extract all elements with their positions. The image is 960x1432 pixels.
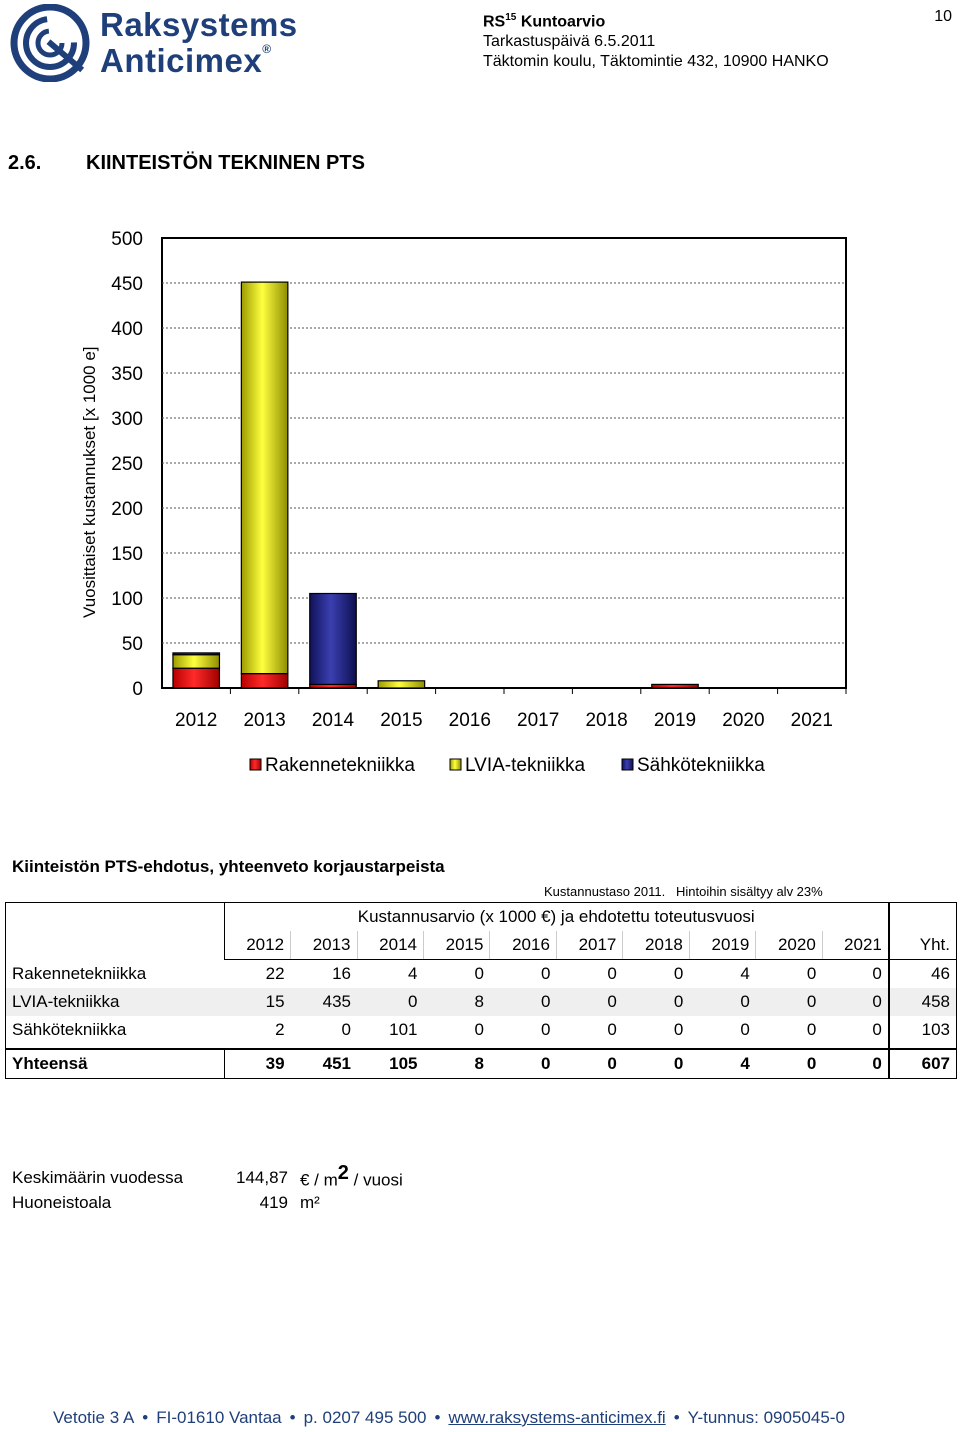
year-header-cell: 2012	[224, 931, 290, 960]
value-cell: 0	[341, 1020, 352, 1039]
legend-label: LVIA-tekniikka	[465, 755, 586, 776]
year-header-cell: 2014	[357, 931, 423, 960]
grand-total-cell: 607	[889, 1049, 957, 1079]
year-header-cell: 2013	[291, 931, 357, 960]
legend-label: Sähkötekniikka	[637, 755, 765, 776]
x-tick-label: 2015	[380, 710, 423, 731]
value-cell: 0	[556, 988, 622, 1016]
value-cell: 0	[822, 988, 889, 1016]
footer-separator: •	[289, 1408, 296, 1427]
pts-bar-chart	[0, 216, 960, 796]
x-tick-label: 2020	[722, 710, 765, 731]
totals-value-cell: 105	[357, 1049, 423, 1079]
table-row	[6, 988, 957, 1016]
value-cell: 101	[389, 1020, 418, 1039]
totals-value-cell: 0	[556, 1049, 622, 1079]
legend-swatch	[450, 759, 461, 770]
value-cell: 15	[224, 988, 290, 1016]
totals-value-cell: 4	[689, 1049, 755, 1079]
legend-swatch	[250, 759, 261, 770]
value-cell: 0	[822, 960, 889, 989]
y-axis-label: Vuosittaiset kustannukset [x 1000 e]	[80, 346, 99, 618]
footer-separator: •	[142, 1408, 149, 1427]
x-tick-label: 2019	[653, 710, 697, 731]
footer-separator: •	[434, 1408, 441, 1427]
totals-label-cell: Yhteensä	[6, 1049, 225, 1079]
value-cell: 0	[623, 988, 689, 1016]
company-logo	[8, 4, 298, 82]
floor-area-unit: m²	[300, 1193, 320, 1212]
value-cell: 435	[291, 988, 357, 1016]
y-tick-label: 100	[111, 589, 143, 610]
y-axis-ticks	[111, 229, 143, 700]
footer-website-link[interactable]: www.raksystems-anticimex.fi	[448, 1408, 666, 1427]
value-cell: 0	[474, 1020, 484, 1039]
bar-lvia-tekniikka-2012	[173, 655, 220, 669]
totals-value-cell: 0	[490, 1049, 556, 1079]
value-cell: 0	[806, 1020, 817, 1039]
row-total-cell: 46	[889, 960, 957, 989]
y-tick-label: 350	[111, 364, 143, 385]
document-title: RS$^{15}$ Kuntoarvio	[483, 12, 606, 31]
value-cell: 0	[673, 1020, 684, 1039]
x-tick-label: 2012	[175, 710, 218, 731]
totals-value-cell: 0	[822, 1049, 889, 1079]
year-header-cell: 2017	[556, 931, 622, 960]
logo-text-raksystems: Raksystems	[100, 6, 298, 43]
annual-average-label: Keskimäärin vuodessa	[12, 1168, 184, 1187]
cost-level-note: Kustannustaso 2011. Hintoihin sisältyy alv 23%	[544, 884, 823, 899]
x-tick-label: 2014	[311, 710, 355, 731]
section-heading: KIINTEISTÖN TEKNINEN PTS	[86, 152, 365, 174]
annual-average-value: 144,87	[236, 1168, 288, 1187]
property-address: Täktomin koulu, Täktomintie 432, 10900 HANKO	[483, 53, 829, 71]
document-header	[483, 8, 829, 72]
x-tick-label: 2017	[517, 710, 560, 731]
x-tick-label: 2016	[448, 710, 491, 731]
x-tick-label: 2018	[585, 710, 628, 731]
bar-sähkötekniikka-2012	[173, 653, 220, 655]
value-cell: 0	[357, 988, 423, 1016]
row-label-cell: Rakennetekniikka	[6, 960, 225, 989]
value-cell: 0	[474, 964, 484, 983]
summary-heading: Kiinteistön PTS-ehdotus, yhteenveto korjaustarpeista	[12, 857, 445, 876]
footer-business-id: Y-tunnus: 0905045-0	[687, 1408, 845, 1427]
totals-value-cell: 39	[224, 1049, 290, 1079]
bar-sähkötekniikka-2014	[310, 594, 357, 685]
value-cell: 0	[673, 964, 684, 983]
row-label-cell: LVIA-tekniikka	[6, 988, 225, 1016]
footer-postal: FI-01610 Vantaa	[156, 1408, 282, 1427]
year-header-cell: 2019	[689, 931, 755, 960]
section-number: 2.6.	[8, 152, 42, 174]
page-footer	[53, 1408, 845, 1428]
chart-legend	[250, 755, 765, 776]
floor-area-value: 419	[259, 1193, 288, 1212]
logo-spiral-icon	[8, 4, 96, 82]
value-cell: 0	[607, 1020, 617, 1039]
value-cell: 0	[607, 964, 617, 983]
year-header-row	[6, 931, 957, 960]
value-cell: 0	[806, 964, 817, 983]
page-number: 10	[934, 8, 952, 25]
y-tick-label: 200	[111, 499, 143, 520]
legend-swatch	[622, 759, 633, 770]
value-cell: 4	[408, 964, 418, 983]
inspection-date: Tarkastuspäivä 6.5.2011	[483, 33, 656, 51]
y-tick-label: 450	[111, 274, 143, 295]
footer-address: Vetotie 3 A	[53, 1408, 135, 1427]
value-cell: 2	[275, 1020, 285, 1039]
value-cell: 0	[822, 1016, 889, 1044]
value-cell: 0	[756, 988, 822, 1016]
y-tick-label: 300	[111, 409, 143, 430]
y-tick-label: 400	[111, 319, 143, 340]
floor-area-label: Huoneistoala	[12, 1193, 112, 1212]
value-cell: 16	[332, 964, 352, 983]
value-cell: 8	[423, 988, 489, 1016]
row-total-cell: 458	[889, 988, 957, 1016]
table-caption: Kustannusarvio (x 1000 €) ja ehdotettu toteutusvuosi	[224, 903, 889, 932]
annual-average-unit: € / $m^2$ / vuosi	[300, 1162, 403, 1190]
totals-value-cell: 0	[756, 1049, 822, 1079]
total-header-cell: Yht.	[889, 931, 957, 960]
value-cell: 0	[540, 964, 551, 983]
year-header-cell: 2020	[756, 931, 822, 960]
year-header-cell: 2015	[423, 931, 489, 960]
row-total-cell: 103	[889, 1016, 957, 1044]
section-title	[8, 152, 365, 175]
year-header-cell: 2016	[490, 931, 556, 960]
bar-lvia-tekniikka-2015	[378, 681, 425, 688]
x-tick-label: 2021	[790, 710, 833, 731]
bar-rakennetekniikka-2012	[173, 668, 220, 688]
bar-lvia-tekniikka-2013	[241, 282, 288, 673]
totals-row	[6, 1049, 957, 1079]
legend-label: Rakennetekniikka	[265, 755, 415, 776]
value-cell: 0	[490, 988, 556, 1016]
year-header-cell: 2018	[623, 931, 689, 960]
value-cell: 0	[540, 1020, 551, 1039]
y-tick-label: 250	[111, 454, 143, 475]
y-tick-label: 50	[121, 634, 143, 655]
value-cell: 22	[265, 964, 285, 983]
footer-separator: •	[673, 1408, 680, 1427]
value-cell: 0	[689, 988, 755, 1016]
bar-rakennetekniikka-2019	[652, 684, 699, 688]
bar-rakennetekniikka-2013	[241, 674, 288, 688]
row-label-cell: Sähkötekniikka	[6, 1016, 225, 1044]
year-header-cell: 2021	[822, 931, 889, 960]
x-tick-label: 2013	[243, 710, 286, 731]
value-cell: 4	[740, 964, 750, 983]
logo-text-anticimex: Anticimex®	[100, 42, 272, 79]
value-cell: 0	[740, 1020, 750, 1039]
x-axis-ticks	[175, 688, 846, 731]
totals-value-cell: 451	[291, 1049, 357, 1079]
table-row	[6, 1016, 957, 1044]
summary-table	[5, 902, 957, 1079]
totals-value-cell: 8	[423, 1049, 489, 1079]
footer-phone: p. 0207 495 500	[303, 1408, 427, 1427]
y-tick-label: 500	[111, 229, 143, 250]
y-tick-label: 150	[111, 544, 143, 565]
y-tick-label: 0	[132, 679, 143, 700]
totals-value-cell: 0	[623, 1049, 689, 1079]
caption-row	[6, 903, 957, 932]
table-corner-cell	[6, 931, 225, 960]
table-row	[6, 960, 957, 989]
